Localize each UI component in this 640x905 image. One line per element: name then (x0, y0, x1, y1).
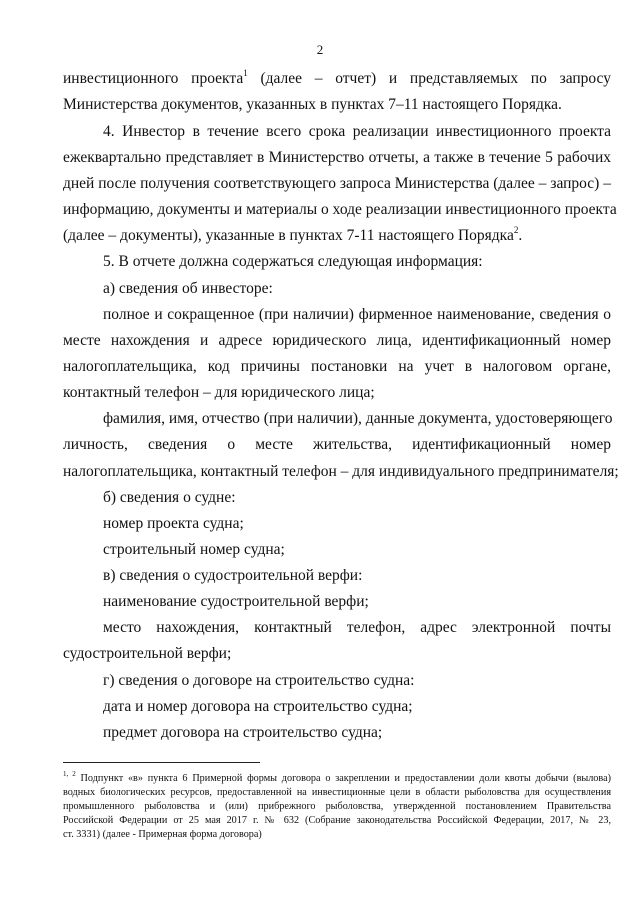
text-line: предмет договора на строительство судна; (103, 724, 383, 741)
text-line: место нахождения, контактный телефон, адрес электронной почты (103, 619, 611, 636)
footnote-text: Подпункт «в» пункта 6 Примерной формы договора о закреплении и предоставлении доли квоты добычи (вылова) (75, 773, 611, 784)
text-line: контактный телефон – для юридического лица; (63, 384, 375, 401)
text-line: фамилия, имя, отчество (при наличии), данные документа, удостоверяющего (103, 410, 613, 427)
text-line: судостроительной верфи; (63, 645, 232, 662)
text-segment: . (518, 227, 523, 244)
page-number: 2 (316, 42, 324, 57)
footnote-ref: 2 (513, 224, 519, 235)
footnote-separator (63, 762, 260, 763)
footnote-marker: 1, 2 (63, 769, 76, 778)
text-line: Министерства документов, указанных в пунктах 7–11 настоящего Порядка. (63, 96, 562, 113)
text-line: строительный номер судна; (103, 541, 285, 558)
text-line: налогоплательщика, код причины постановки на учет в налоговом органе, (63, 358, 611, 375)
paragraph-4-line: 4. Инвестор в течение всего срока реализации инвестиционного проекта (103, 123, 611, 140)
text-line: личность, сведения о месте жительства, идентификационный номер (63, 436, 611, 453)
footnote-line: водных биологических ресурсов, предоставленной на инвестиционные цели в области рыболовства для осуществления (63, 787, 611, 798)
text-line: ежеквартально представляет в Министерство отчеты, а также в течение 5 рабочих (63, 149, 611, 166)
text-segment: (далее – документы), указанные в пунктах 7-11 настоящего Порядка (63, 227, 514, 244)
footnote-line: Российской Федерации от 25 мая 2017 г. № 632 (Собрание законодательства Российской Федерации, 2017, № 23, (63, 815, 611, 826)
text-line: наименование судостроительной верфи; (103, 593, 369, 610)
text-line: полное и сокращенное (при наличии) фирменное наименование, сведения о (103, 306, 611, 323)
footnote-line: ст. 3331) (далее - Примерная форма договора) (63, 829, 262, 840)
text-line (63, 69, 611, 89)
paragraph-5-line: 5. В отчете должна содержаться следующая информация: (103, 253, 483, 270)
text-line: дней после получения соответствующего запроса Министерства (далее – запрос) – (63, 175, 611, 192)
text-line: номер проекта судна; (103, 515, 244, 532)
text-line: информацию, документы и материалы о ходе реализации инвестиционного проекта (63, 201, 617, 218)
subheading-g: г) сведения о договоре на строительство судна: (103, 672, 415, 689)
text-line: дата и номер договора на строительство судна; (103, 698, 413, 715)
text-line: месте нахождения и адресе юридического лица, идентификационный номер (63, 332, 611, 349)
text-segment: инвестиционного проекта (63, 70, 244, 87)
footnote-ref: 1 (243, 67, 248, 78)
text-line (63, 226, 611, 246)
text-line: налогоплательщика, контактный телефон – для индивидуального предпринимателя; (63, 463, 619, 480)
text-segment: (далее – отчет) и представляемых по запросу (247, 70, 611, 87)
subheading-a: а) сведения об инвесторе: (103, 280, 273, 297)
footnote-line: промышленного рыболовства и (или) прибрежного рыболовства, утвержденной постановлением Правительства (63, 801, 611, 812)
subheading-v: в) сведения о судостроительной верфи: (103, 567, 363, 584)
footnote-line (63, 769, 611, 786)
subheading-b: б) сведения о судне: (103, 489, 236, 506)
